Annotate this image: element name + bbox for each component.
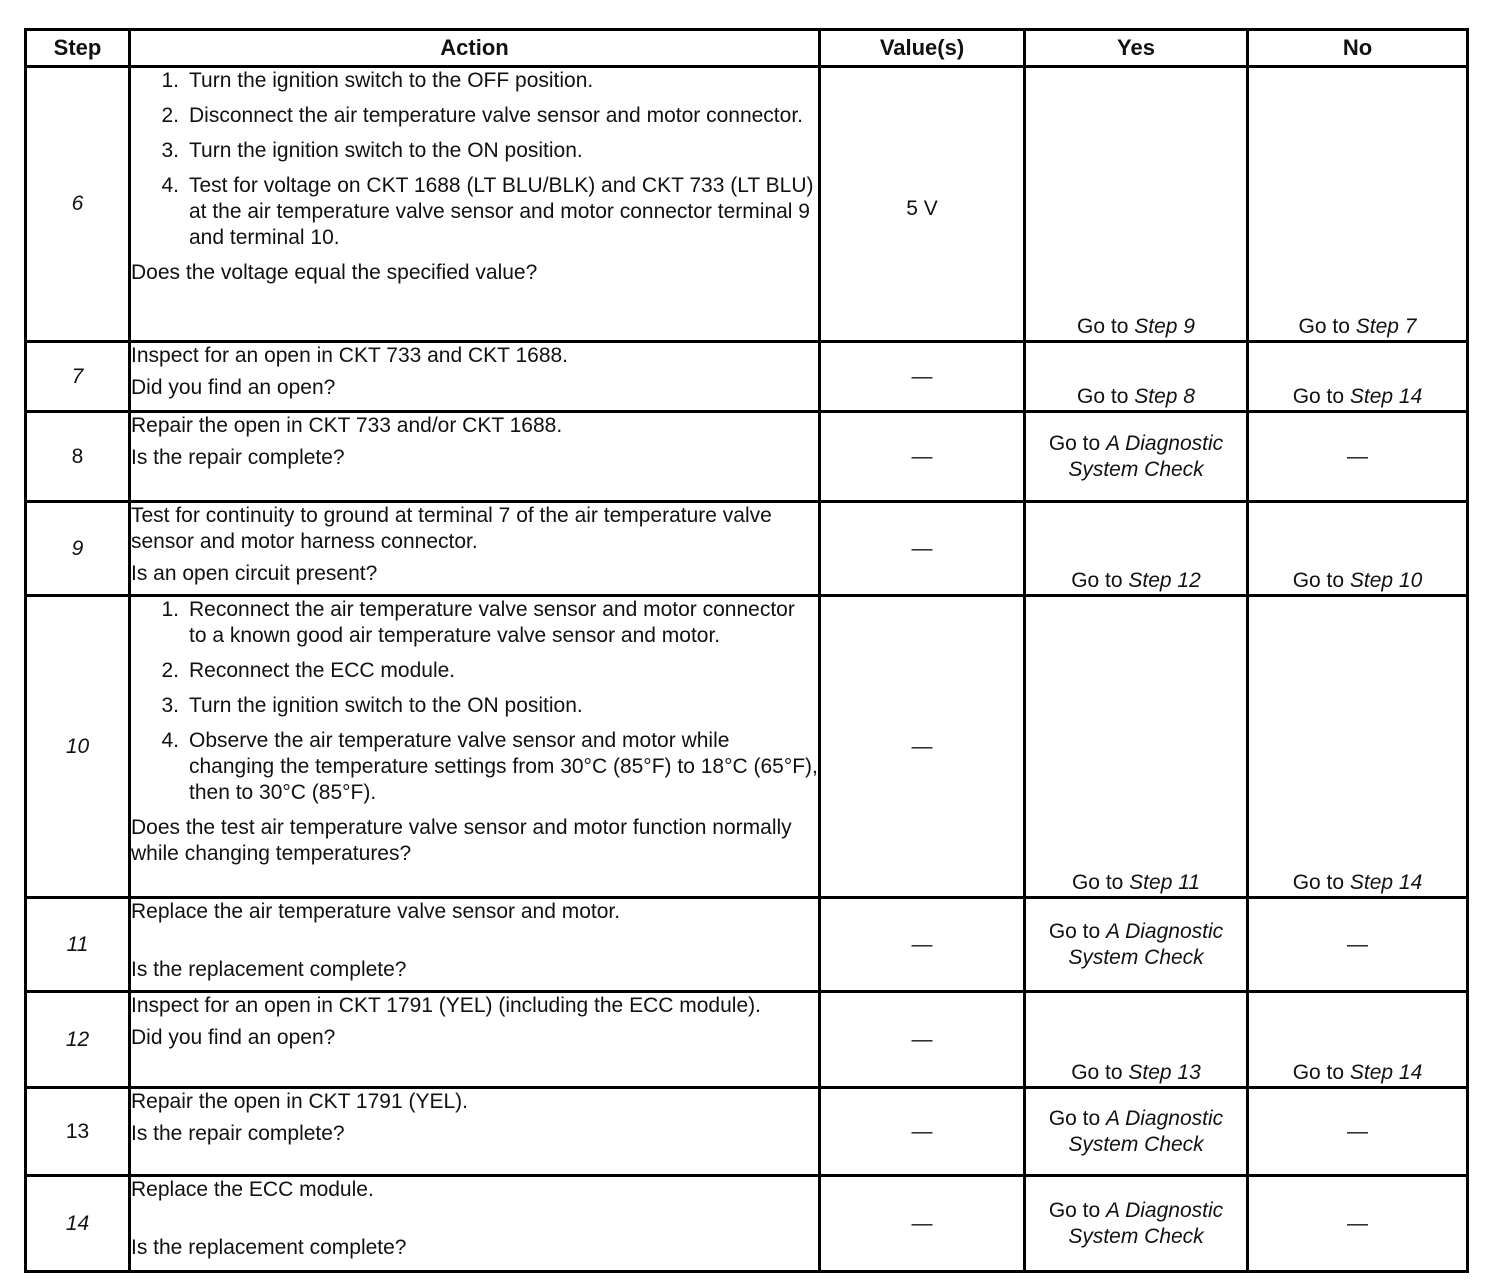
header-action: Action <box>130 30 820 67</box>
step-row-12 <box>26 992 1468 1088</box>
header-step: Step <box>26 30 130 67</box>
action-item-text: Test for voltage on CKT 1688 (LT BLU/BLK) and CKT 733 (LT BLU) at the air temperature valve sensor and motor connector terminal 9 and terminal 10. <box>189 174 814 249</box>
yes-cell <box>1025 502 1248 596</box>
list-item: 4. Observe the air temperature valve sensor and motor while changing the temperature settings from 30°C (85°F) to 18°C (65°F), then to 30°C (85°F). <box>161 729 818 804</box>
value-cell: — <box>820 502 1025 596</box>
value-cell: — <box>820 1176 1025 1272</box>
step-number: 12 <box>26 992 130 1088</box>
yes-step-link[interactable]: Step 12 <box>1128 569 1201 592</box>
header-no: No <box>1248 30 1468 67</box>
step-number: 14 <box>26 1176 130 1272</box>
action-question: Is the replacement complete? <box>131 1236 407 1259</box>
no-cell: — <box>1248 898 1468 992</box>
yes-cell <box>1025 412 1248 502</box>
action-question: Is the repair complete? <box>131 1122 345 1145</box>
yes-check-link[interactable]: A Diagnostic System Check <box>1068 431 1224 481</box>
step-number: 10 <box>26 596 130 898</box>
list-item: 3. Turn the ignition switch to the ON position. <box>131 693 818 719</box>
step-row-13 <box>26 1088 1468 1176</box>
action-instruction: Repair the open in CKT 733 and/or CKT 1688. <box>131 414 563 437</box>
no-prefix: Go to <box>1292 569 1350 592</box>
yes-prefix: Go to <box>1048 919 1107 943</box>
value-cell: — <box>820 992 1025 1088</box>
step-row-6 <box>26 67 1468 342</box>
action-cell <box>130 502 820 596</box>
action-question: Is the repair complete? <box>131 446 345 469</box>
yes-cell <box>1025 596 1248 898</box>
no-step-link[interactable]: Step 14 <box>1349 385 1423 408</box>
yes-prefix: Go to <box>1048 431 1107 455</box>
header-yes: Yes <box>1025 30 1248 67</box>
action-item-text: Turn the ignition switch to the ON position. <box>189 139 583 162</box>
list-item: 1. Turn the ignition switch to the OFF position. <box>131 68 818 94</box>
no-cell <box>1248 342 1468 412</box>
yes-prefix: Go to <box>1071 871 1130 894</box>
yes-cell <box>1025 1176 1248 1272</box>
header-row <box>26 30 1468 67</box>
action-question: Did you find an open? <box>131 376 336 399</box>
step-number: 13 <box>26 1088 130 1176</box>
step-number: 7 <box>26 342 130 412</box>
action-item-text: Observe the air temperature valve sensor and motor while changing the temperature settings from 30°C (85°F) to 18°C (65°F), then to 30°C (85°F). <box>189 729 818 804</box>
action-cell <box>130 412 820 502</box>
value-cell: 5 V <box>820 67 1025 342</box>
value-cell: — <box>820 342 1025 412</box>
action-instruction: Inspect for an open in CKT 733 and CKT 1688. <box>131 344 569 367</box>
action-item-text: Reconnect the ECC module. <box>189 659 456 682</box>
step-row-8 <box>26 412 1468 502</box>
yes-step-link[interactable]: Step 8 <box>1134 385 1195 408</box>
value-cell: — <box>820 596 1025 898</box>
no-cell <box>1248 596 1468 898</box>
no-prefix: Go to <box>1292 385 1350 408</box>
step-number: 6 <box>26 67 130 342</box>
value-cell: — <box>820 1088 1025 1176</box>
yes-check-link[interactable]: A Diagnostic System Check <box>1068 1198 1224 1248</box>
yes-check-link[interactable]: A Diagnostic System Check <box>1068 1106 1224 1156</box>
list-item: 1. Reconnect the air temperature valve sensor and motor connector to a known good air temperature valve sensor and motor. <box>131 597 818 649</box>
action-instruction: Inspect for an open in CKT 1791 (YEL) (including the ECC module). <box>131 994 761 1017</box>
step-row-7 <box>26 342 1468 412</box>
yes-prefix: Go to <box>1048 1198 1107 1222</box>
step-number: 8 <box>26 412 130 502</box>
yes-check-link[interactable]: A Diagnostic System Check <box>1068 919 1224 969</box>
action-cell <box>130 1088 820 1176</box>
yes-prefix: Go to <box>1077 385 1135 408</box>
action-item-text: Reconnect the air temperature valve sensor and motor connector to a known good air temperature valve sensor and motor. <box>189 598 795 647</box>
no-prefix: Go to <box>1292 871 1350 894</box>
yes-prefix: Go to <box>1071 1061 1129 1084</box>
step-row-11 <box>26 898 1468 992</box>
step-row-14 <box>26 1176 1468 1272</box>
step-row-10 <box>26 596 1468 898</box>
step-row-9 <box>26 502 1468 596</box>
spacer <box>131 931 818 957</box>
action-instruction: Repair the open in CKT 1791 (YEL). <box>131 1090 468 1113</box>
action-item-text: Disconnect the air temperature valve sensor and motor connector. <box>189 104 803 127</box>
step-number: 9 <box>26 502 130 596</box>
list-item: 2. Disconnect the air temperature valve sensor and motor connector. <box>131 103 818 129</box>
action-instruction: Replace the ECC module. <box>131 1178 374 1201</box>
list-item: 2. Reconnect the ECC module. <box>131 658 818 684</box>
no-cell: — <box>1248 1088 1468 1176</box>
action-instruction: Test for continuity to ground at terminal 7 of the air temperature valve sensor and motor harness connector. <box>131 504 772 553</box>
spacer <box>131 1209 818 1235</box>
action-cell <box>130 67 820 342</box>
action-question: Did you find an open? <box>131 1026 336 1049</box>
yes-step-link[interactable]: Step 11 <box>1129 871 1201 894</box>
action-question: Does the test air temperature valve sensor and motor function normally while changing temperatures? <box>131 816 792 865</box>
value-cell: — <box>820 412 1025 502</box>
no-step-link[interactable]: Step 10 <box>1349 569 1423 592</box>
action-instruction: Replace the air temperature valve sensor and motor. <box>131 900 621 923</box>
no-cell: — <box>1248 1176 1468 1272</box>
no-prefix: Go to <box>1292 1061 1350 1084</box>
list-item: 4. Test for voltage on CKT 1688 (LT BLU/BLK) and CKT 733 (LT BLU) at the air temperature valve sensor and motor connector terminal 9 and terminal 10. <box>131 173 818 251</box>
no-prefix: Go to <box>1298 315 1356 338</box>
yes-step-link[interactable]: Step 9 <box>1134 315 1195 338</box>
action-question: Is an open circuit present? <box>131 562 378 585</box>
action-cell <box>130 1176 820 1272</box>
no-cell <box>1248 502 1468 596</box>
header-values: Value(s) <box>820 30 1025 67</box>
yes-cell <box>1025 1088 1248 1176</box>
yes-prefix: Go to <box>1077 315 1135 338</box>
action-item-text: Turn the ignition switch to the ON position. <box>189 694 583 717</box>
action-cell <box>130 898 820 992</box>
value-cell: — <box>820 898 1025 992</box>
action-cell <box>130 992 820 1088</box>
yes-cell <box>1025 67 1248 342</box>
action-list <box>131 597 818 806</box>
no-step-link[interactable]: Step 7 <box>1355 315 1417 338</box>
yes-prefix: Go to <box>1048 1106 1107 1130</box>
action-question: Is the replacement complete? <box>131 958 407 981</box>
action-cell <box>130 596 820 898</box>
action-list <box>131 68 818 251</box>
yes-cell <box>1025 898 1248 992</box>
yes-cell <box>1025 992 1248 1088</box>
yes-cell <box>1025 342 1248 412</box>
no-step-link[interactable]: Step 14 <box>1349 871 1423 894</box>
list-item: 3. Turn the ignition switch to the ON position. <box>131 138 818 164</box>
yes-step-link[interactable]: Step 13 <box>1128 1061 1201 1084</box>
no-cell <box>1248 992 1468 1088</box>
no-step-link[interactable]: Step 14 <box>1349 1061 1423 1084</box>
no-cell: — <box>1248 412 1468 502</box>
yes-prefix: Go to <box>1071 569 1129 592</box>
diagnostic-table <box>24 28 1469 1273</box>
action-item-text: Turn the ignition switch to the OFF position. <box>189 69 594 92</box>
action-question: Does the voltage equal the specified value? <box>131 261 538 284</box>
action-cell <box>130 342 820 412</box>
step-number: 11 <box>26 898 130 992</box>
no-cell <box>1248 67 1468 342</box>
